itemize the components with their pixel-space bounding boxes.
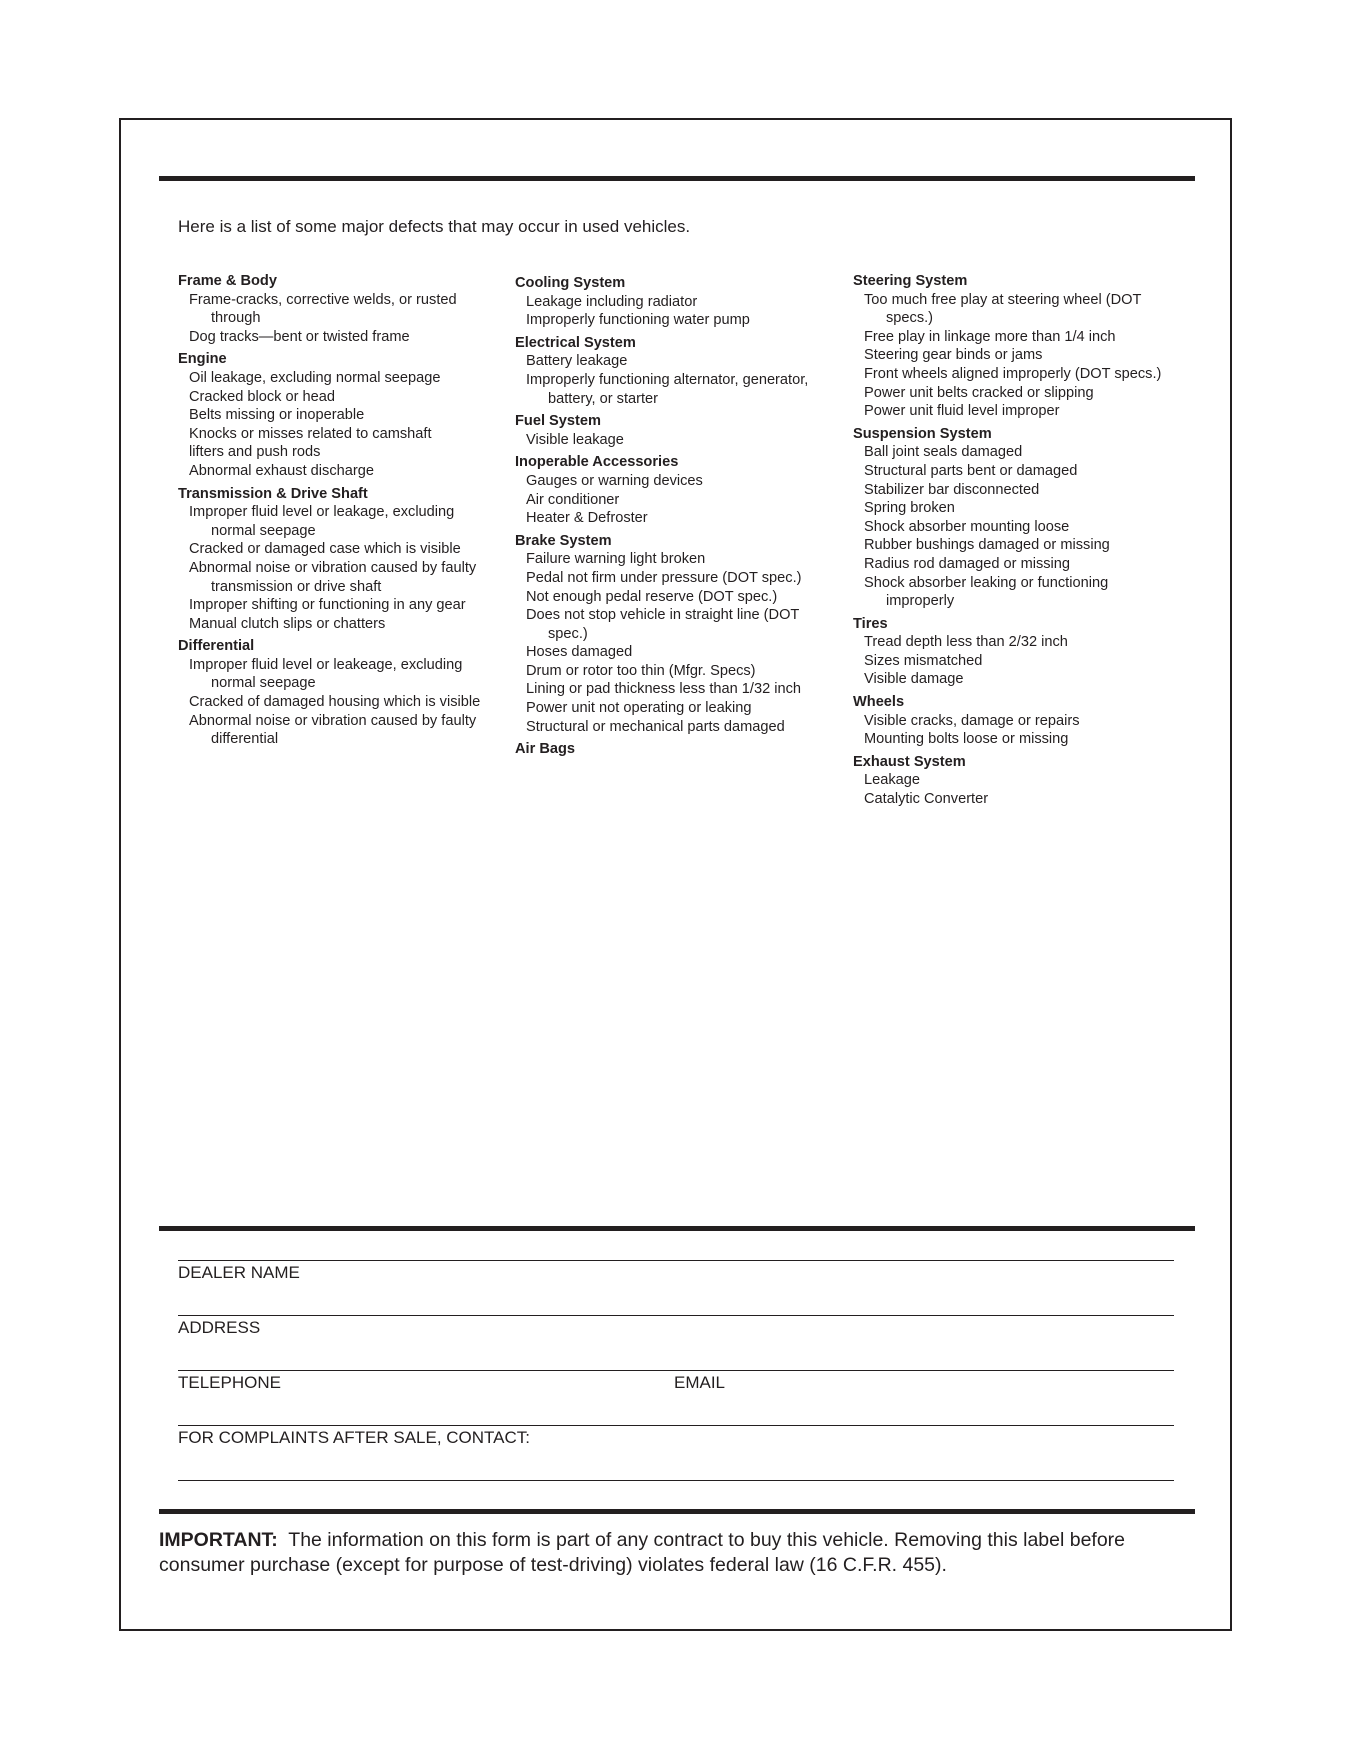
- defect-item: Dog tracks—bent or twisted frame: [189, 328, 410, 345]
- defect-item: Cracked or damaged case which is visible: [189, 541, 461, 558]
- email-label: EMAIL: [674, 1373, 726, 1392]
- section-title: Exhaust System: [853, 753, 966, 770]
- defect-item: Heater & Defroster: [526, 510, 648, 527]
- defect-item: Power unit not operating or leaking: [526, 700, 752, 717]
- telephone-label: TELEPHONE: [178, 1373, 281, 1392]
- section-title: Inoperable Accessories: [515, 454, 679, 471]
- dealer-name-label: DEALER NAME: [178, 1263, 300, 1282]
- defect-item: Radius rod damaged or missing: [864, 555, 1071, 572]
- dealer-top-rule: [159, 1226, 1195, 1231]
- defect-item: Improper shifting or functioning in any gear: [189, 597, 466, 614]
- defect-item: Mounting bolts loose or missing: [864, 731, 1069, 748]
- defect-item: Steering gear binds or jams: [864, 347, 1043, 364]
- defect-item: Tread depth less than 2/32 inch: [864, 634, 1068, 651]
- defect-item: Stabilizer bar disconnected: [864, 481, 1040, 498]
- defect-item: Ball joint seals damaged: [864, 444, 1023, 461]
- section-title: Tires: [853, 615, 888, 632]
- defect-item: Too much free play at steering wheel (DOT specs.): [864, 291, 1142, 327]
- defect-item: Air conditioner: [526, 491, 620, 508]
- defect-item: Shock absorber leaking or functioning improperly: [864, 574, 1109, 610]
- defect-item: Leakage: [864, 772, 920, 789]
- defect-item: Belts missing or inoperable: [189, 407, 365, 424]
- defect-item: Improper fluid level or leakage, excluding normal seepage: [189, 504, 455, 539]
- defect-item: lifters and push rods: [189, 444, 321, 461]
- defect-item: Does not stop vehicle in straight line (DOT spec.): [526, 607, 800, 642]
- section-title: Transmission & Drive Shaft: [178, 485, 368, 502]
- defect-item: Lining or pad thickness less than 1/32 inch: [526, 681, 802, 698]
- defect-item: Drum or rotor too thin (Mfgr. Specs): [526, 662, 756, 679]
- address-label: ADDRESS: [178, 1318, 261, 1337]
- defect-item: Catalytic Converter: [864, 791, 989, 808]
- section-title: Suspension System: [853, 425, 992, 442]
- defect-item: Cracked block or head: [189, 388, 336, 405]
- defect-item: Front wheels aligned improperly (DOT specs.): [864, 365, 1162, 382]
- defects-column-2: [515, 274, 835, 759]
- address-line[interactable]: [178, 1315, 1174, 1316]
- important-label: IMPORTANT:: [159, 1529, 278, 1551]
- defect-item: Gauges or warning devices: [526, 472, 703, 489]
- defect-item: Knocks or misses related to camshaft: [189, 425, 432, 442]
- defect-item: Visible leakage: [526, 431, 624, 448]
- important-text: The information on this form is part of any contract to buy this vehicle. Removing this label before consumer purchase (except for purpose of test-driving) violates federal law (16 C.F.R. 455).: [159, 1529, 1126, 1576]
- section-title: Air Bags: [515, 741, 576, 758]
- defect-item: Failure warning light broken: [526, 551, 706, 568]
- dealer-name-line[interactable]: [178, 1260, 1174, 1261]
- section-title: Wheels: [853, 694, 905, 711]
- defect-item: Oil leakage, excluding normal seepage: [189, 369, 441, 386]
- defect-item: Power unit belts cracked or slipping: [864, 384, 1094, 401]
- defect-item: Improperly functioning water pump: [526, 312, 750, 329]
- defect-item: Battery leakage: [526, 353, 628, 370]
- defect-item: Hoses damaged: [526, 644, 633, 661]
- defect-item: Structural or mechanical parts damaged: [526, 718, 785, 735]
- section-title: Cooling System: [515, 275, 626, 291]
- important-notice: [159, 1528, 1195, 1578]
- defect-item: Shock absorber mounting loose: [864, 518, 1070, 535]
- defect-item: Abnormal exhaust discharge: [189, 462, 374, 479]
- section-title: Steering System: [853, 273, 968, 289]
- section-title: Frame & Body: [178, 273, 277, 289]
- section-title: Fuel System: [515, 413, 601, 430]
- section-title: Differential: [178, 638, 255, 655]
- defect-item: Abnormal noise or vibration caused by faulty differential: [189, 712, 477, 748]
- defect-item: Frame-cracks, corrective welds, or rusted through: [189, 291, 457, 327]
- defect-item: Abnormal noise or vibration caused by faulty transmission or drive shaft: [189, 559, 477, 595]
- defect-item: Power unit fluid level improper: [864, 403, 1060, 420]
- defect-item: Pedal not firm under pressure (DOT spec.): [526, 569, 802, 586]
- defect-item: Cracked of damaged housing which is visible: [189, 694, 481, 711]
- defect-item: Leakage including radiator: [526, 293, 698, 310]
- defects-column-1: [178, 272, 498, 749]
- complaints-contact-line[interactable]: [178, 1480, 1174, 1481]
- defect-item: Sizes mismatched: [864, 652, 983, 669]
- defect-item: Manual clutch slips or chatters: [189, 615, 386, 632]
- bottom-rule: [159, 1509, 1195, 1514]
- section-title: Engine: [178, 351, 227, 368]
- defect-item: Visible damage: [864, 671, 964, 688]
- intro-text: Here is a list of some major defects that may occur in used vehicles.: [178, 217, 691, 236]
- defect-item: Free play in linkage more than 1/4 inch: [864, 328, 1116, 345]
- defect-item: Rubber bushings damaged or missing: [864, 537, 1110, 554]
- defects-column-3: [853, 272, 1173, 809]
- complaints-line[interactable]: [178, 1425, 1174, 1426]
- section-title: Brake System: [515, 532, 612, 549]
- defect-item: Spring broken: [864, 500, 955, 517]
- top-rule: [159, 176, 1195, 181]
- section-title: Electrical System: [515, 334, 636, 351]
- complaints-label: FOR COMPLAINTS AFTER SALE, CONTACT:: [178, 1428, 531, 1447]
- telephone-email-line[interactable]: [178, 1370, 1174, 1371]
- defect-item: Improperly functioning alternator, generator, battery, or starter: [526, 371, 809, 407]
- defect-item: Visible cracks, damage or repairs: [864, 712, 1080, 729]
- defect-item: Structural parts bent or damaged: [864, 462, 1078, 479]
- defect-item: Improper fluid level or leakeage, excluding normal seepage: [189, 656, 463, 692]
- defect-item: Not enough pedal reserve (DOT spec.): [526, 588, 778, 605]
